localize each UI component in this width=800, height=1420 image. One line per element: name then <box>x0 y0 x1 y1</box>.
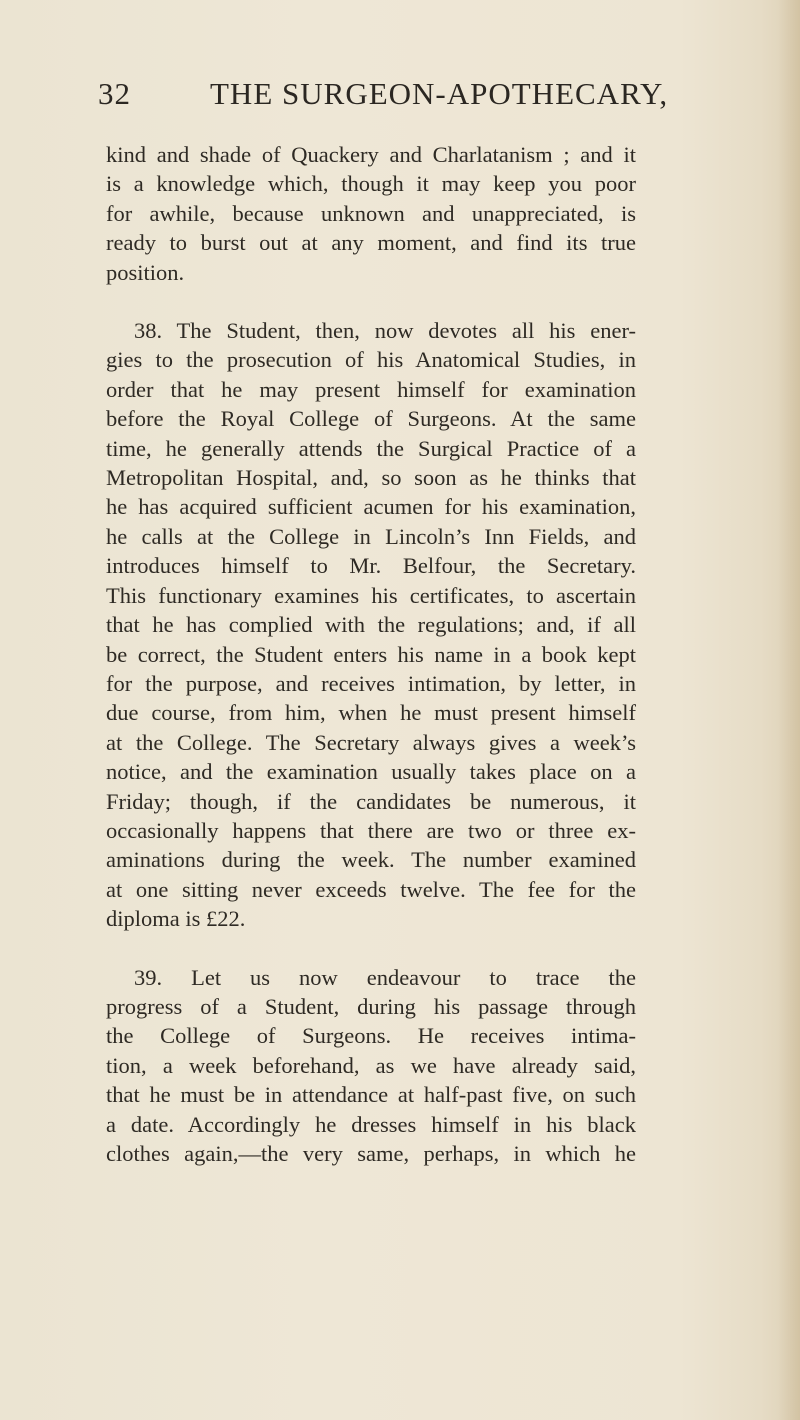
text-line: tion, a week beforehand, as we have already said, <box>106 1052 636 1078</box>
text-line: diploma is £22. <box>106 906 246 932</box>
text-line: be correct, the Student enters his name in a book kept <box>106 641 636 667</box>
paragraph-1 <box>106 140 636 287</box>
page-edge-shadow <box>778 0 800 1420</box>
text-line: order that he may present himself for examination <box>106 376 636 402</box>
text-line: the College of Surgeons. He receives intima- <box>106 1023 636 1049</box>
text-line: gies to the prosecution of his Anatomical Studies, in <box>106 347 636 373</box>
paragraph-39 <box>106 963 636 1169</box>
text-line: Friday; though, if the candidates be numerous, it <box>106 788 636 814</box>
paragraph-38 <box>106 316 636 934</box>
text-line: due course, from him, when he must present himself <box>106 700 636 726</box>
running-head: THE SURGEON-APOTHECARY, <box>210 76 669 111</box>
page-header <box>98 76 669 116</box>
text-line: aminations during the week. The number examined <box>106 847 636 873</box>
text-line: time, he generally attends the Surgical Practice of a <box>106 435 636 461</box>
text-line: for awhile, because unknown and unappreciated, is <box>106 200 636 226</box>
text-line: position. <box>106 259 185 285</box>
text-line: ready to burst out at any moment, and find its true <box>106 230 636 256</box>
text-line: introduces himself to Mr. Belfour, the Secretary. <box>106 553 636 579</box>
text-line: a date. Accordingly he dresses himself in his black <box>106 1111 636 1137</box>
text-line: for the purpose, and receives intimation, by letter, in <box>106 670 636 696</box>
text-line: is a knowledge which, though it may keep you poor <box>106 171 636 197</box>
text-line: at one sitting never exceeds twelve. The fee for the <box>106 876 636 902</box>
text-line: 38. The Student, then, now devotes all his ener- <box>134 318 636 344</box>
text-line: Metropolitan Hospital, and, so soon as he thinks that <box>106 465 636 491</box>
text-line: he has acquired sufficient acumen for his examination, <box>106 494 636 520</box>
text-line: This functionary examines his certificates, to ascertain <box>106 582 636 608</box>
page-number: 32 <box>98 76 131 111</box>
text-line: occasionally happens that there are two or three ex- <box>106 817 636 843</box>
text-line: he calls at the College in Lincoln’s Inn Fields, and <box>106 523 636 549</box>
text-line: clothes again,—the very same, perhaps, in which he <box>106 1141 636 1166</box>
text-line: notice, and the examination usually takes place on a <box>106 759 636 785</box>
text-line: before the Royal College of Surgeons. At the same <box>106 406 636 432</box>
text-line: at the College. The Secretary always gives a week’s <box>106 729 636 755</box>
text-line: that he must be in attendance at half-past five, on such <box>106 1082 636 1108</box>
text-line: that he has complied with the regulations; and, if all <box>106 612 636 638</box>
body-text <box>106 140 636 1168</box>
text-line: 39. Let us now endeavour to trace the <box>134 964 636 990</box>
text-line: kind and shade of Quackery and Charlatanism ; and it <box>106 142 636 167</box>
text-line: progress of a Student, during his passage through <box>106 993 636 1019</box>
